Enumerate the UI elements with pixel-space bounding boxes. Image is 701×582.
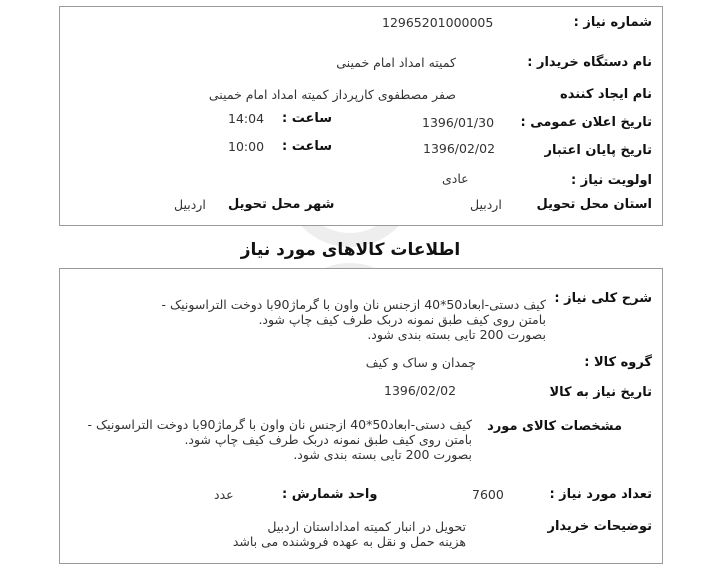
spec-line: کیف دستی-ابعاد50*40 ازجنس نان واون با گرماژ90با دوخت التراسونیک - [87,417,472,432]
general-desc [116,297,546,342]
goods-details-box [59,268,663,564]
buyer-name: کمیته امداد امام خمینی [336,55,456,70]
priority-label: اولویت نیاز : [570,173,652,188]
buyer-notes [166,519,466,549]
buyer-notes-line: تحویل در انبار کمیته امداداستان اردبیل [267,519,466,534]
city-value: اردبیل [174,197,206,212]
unit-value: عدد [214,487,234,502]
section-title: اطلاعات کالاهای مورد نیاز [240,240,461,260]
general-desc-label: شرح کلی نیاز : [554,291,652,306]
deadline-time-label: ساعت : [282,139,333,154]
group-label: گروه کالا : [584,355,652,370]
buyer-notes-label: توضیحات خریدار [547,519,652,534]
province-label: استان محل تحویل [536,197,652,212]
priority-value: عادی [442,171,469,186]
deadline-label: تاریخ پایان اعتبار [544,143,652,158]
spec-label: مشخصات کالای مورد [487,419,622,434]
announce-time-label: ساعت : [282,111,333,126]
group-value: چمدان و ساک و کیف [365,355,476,370]
deadline-time: 10:00 [228,139,265,154]
province-value: اردبیل [470,197,502,212]
unit-label: واحد شمارش : [282,487,378,502]
quantity-label: تعداد مورد نیاز : [549,487,652,502]
need-number: 12965201000005 [382,15,494,30]
spec-line: بامتن روی کیف طبق نمونه دربک طرف کیف چاپ شود. [184,432,472,447]
general-desc-line: بصورت 200 تایی بسته بندی شود. [367,327,546,342]
spec-text [52,417,472,462]
deadline-date: 1396/02/02 [423,141,496,156]
announce-date-label: تاریخ اعلان عمومی : [520,115,652,130]
need-number-label: شماره نیاز : [573,15,652,30]
creator-label: نام ایجاد کننده [560,87,652,102]
creator-name: صفر مصطفوی کارپرداز کمیته امداد امام خمینی [208,87,456,102]
tender-header-box [59,6,663,226]
general-desc-line: کیف دستی-ابعاد50*40 ازجنس نان واون با گرماژ90با دوخت التراسونیک - [161,297,546,312]
spec-line: بصورت 200 تایی بسته بندی شود. [293,447,472,462]
need-date-label: تاریخ نیاز به کالا [549,385,652,400]
need-date: 1396/02/02 [384,383,457,398]
buyer-label: نام دستگاه خریدار : [527,55,652,70]
announce-date: 1396/01/30 [422,115,495,130]
general-desc-line: بامتن روی کیف طبق نمونه دربک طرف کیف چاپ شود. [258,312,546,327]
city-label: شهر محل تحویل [228,197,335,212]
quantity-value: 7600 [472,487,504,502]
buyer-notes-line: هزینه حمل و نقل به عهده فروشنده می باشد [232,534,466,549]
announce-time: 14:04 [228,111,265,126]
